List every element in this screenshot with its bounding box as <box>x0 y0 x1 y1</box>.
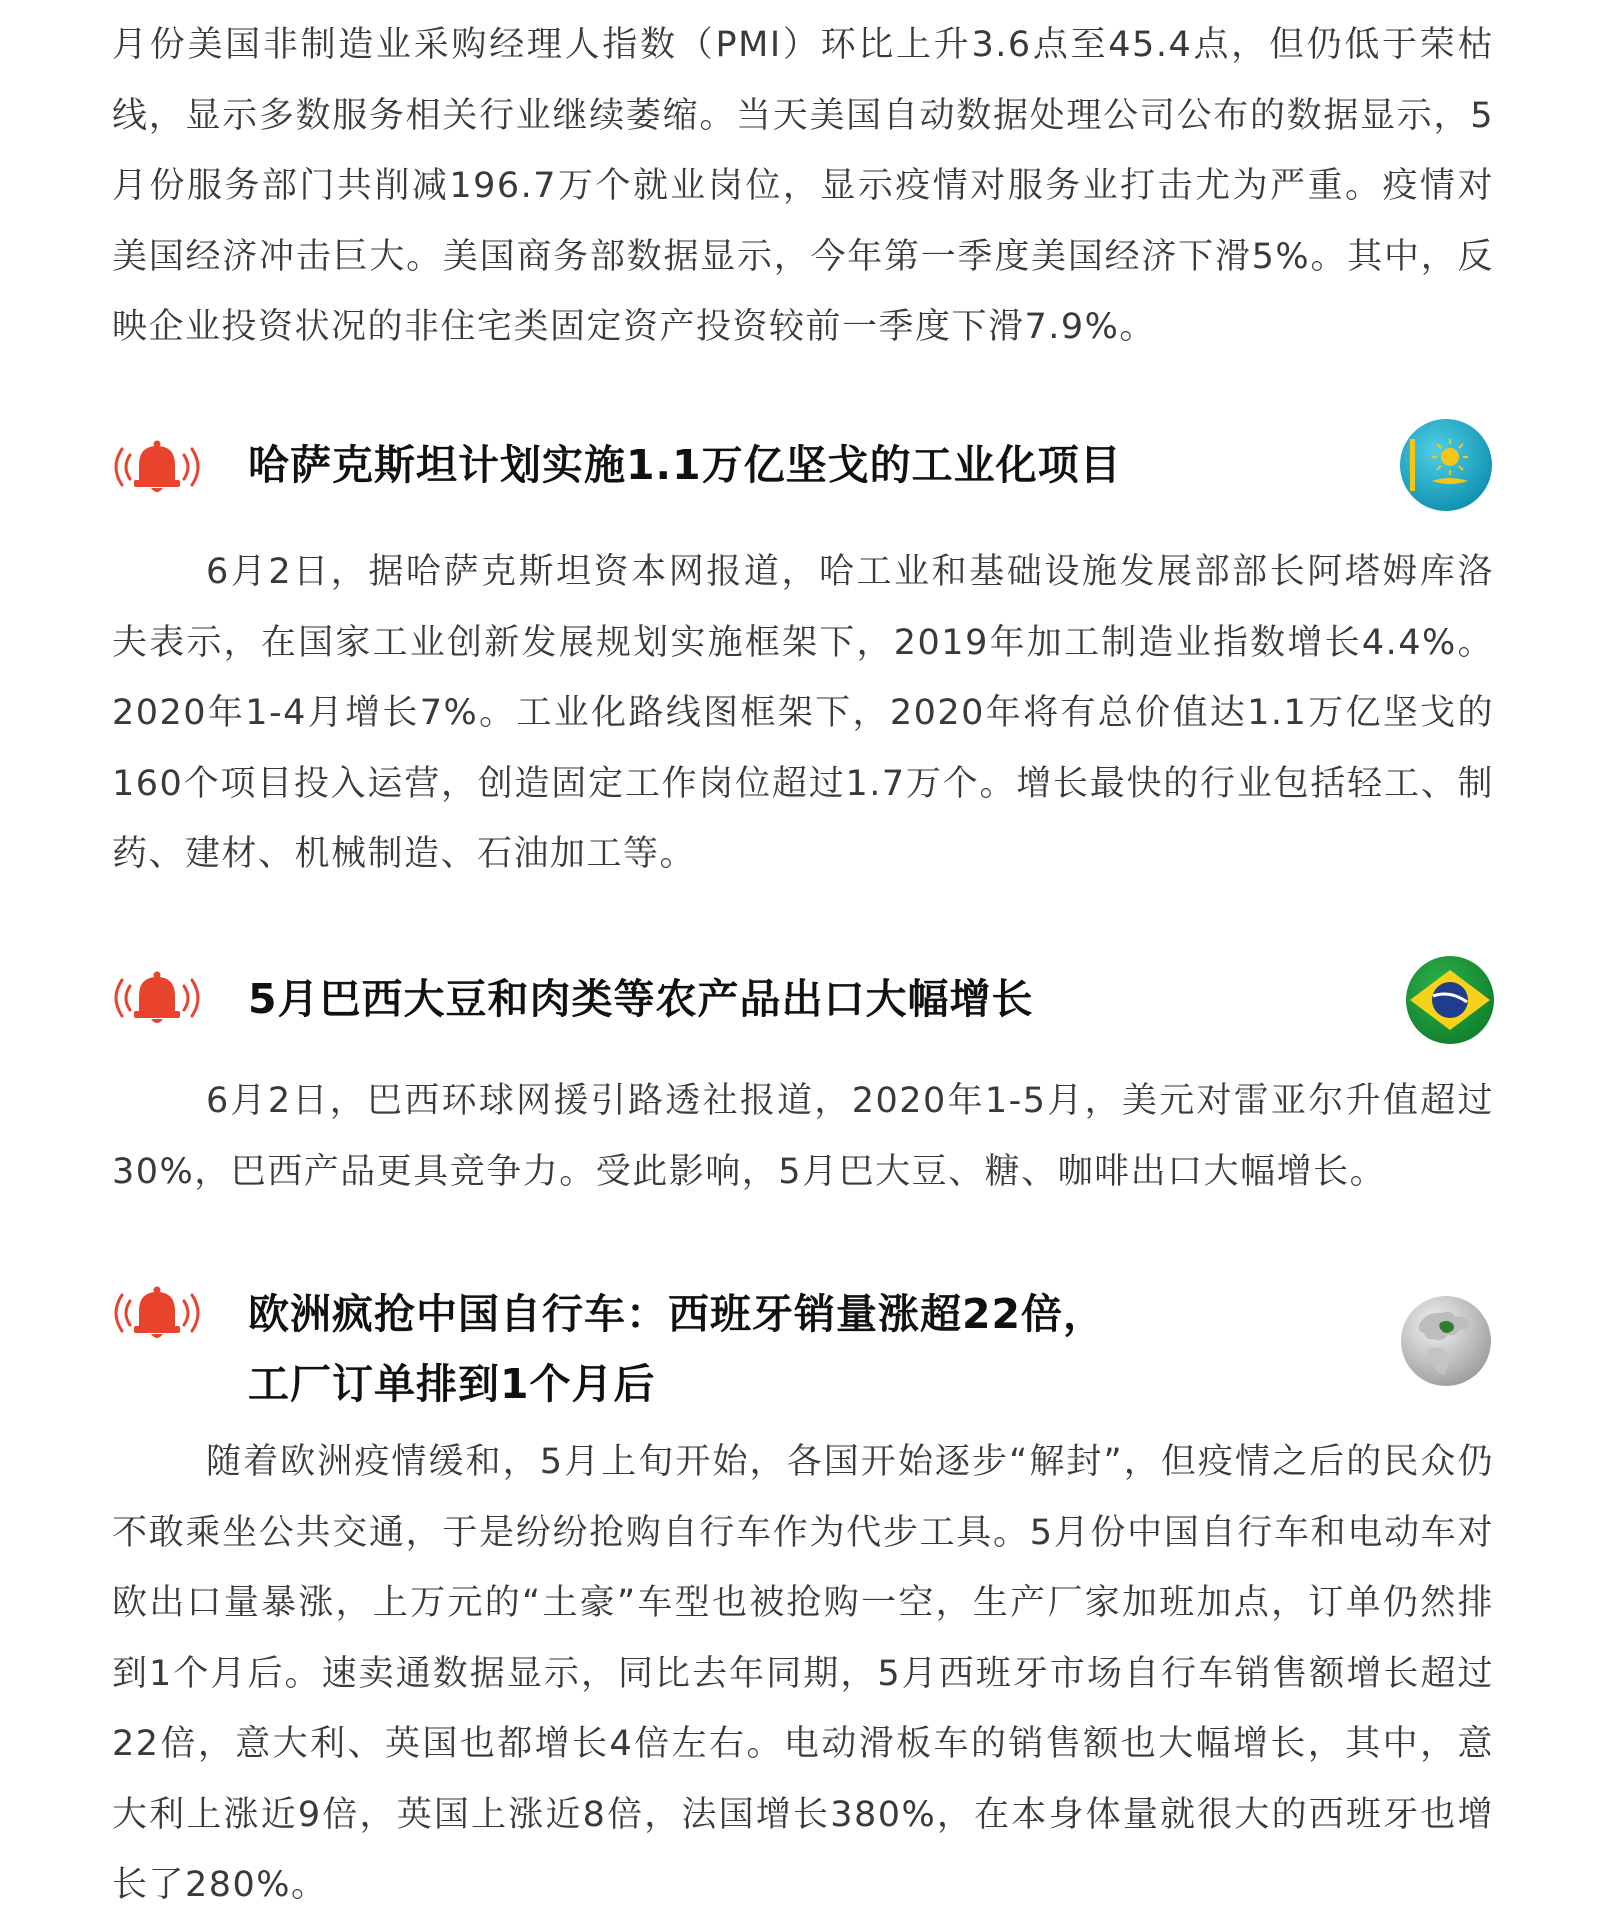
headline-europe-line-1: 欧洲疯抢中国自行车：西班牙销量涨超22倍， <box>248 1290 1106 1338</box>
kazakhstan-flag-icon <box>1398 417 1494 513</box>
body-brazil: 6月2日，巴西环球网援引路透社报道，2020年1-5月，美元对雷亚尔升值超过30%，巴西产品更具竞争力。受此影响，5月巴大豆、糖、咖啡出口大幅增长。 <box>112 1081 1494 1192</box>
intro-paragraph: 月份美国非制造业采购经理人指数（PMI）环比上升3.6点至45.4点，但仍低于荣枯线，显示多数服务相关行业继续萎缩。当天美国自动数据处理公司公布的数据显示，5月份服务部门共削减196.7万个就业岗位，显示疫情对服务业打击尤为严重。疫情对美国经济冲击巨大。美国商务部数据显示，今年第一季度美国经济下滑5%。其中，反映企业投资状况的非住宅类固定资产投资较前一季度下滑7.9%。 <box>112 25 1494 347</box>
brazil-flag-icon <box>1402 952 1498 1048</box>
headline-brazil: 5月巴西大豆和肉类等农产品出口大幅增长 <box>248 975 1034 1023</box>
europe-globe-icon <box>1398 1293 1494 1389</box>
alarm-bell-icon <box>108 968 206 1028</box>
headline-kazakhstan: 哈萨克斯坦计划实施1.1万亿坚戈的工业化项目 <box>248 441 1122 489</box>
body-kazakhstan: 6月2日，据哈萨克斯坦资本网报道，哈工业和基础设施发展部部长阿塔姆库洛夫表示，在国家工业创新发展规划实施框架下，2019年加工制造业指数增长4.4%。2020年1-4月增长7%。工业化路线图框架下，2020年将有总价值达1.1万亿坚戈的160个项目投入运营，创造固定工作岗位超过1.7万个。增长最快的行业包括轻工、制药、建材、机械制造、石油加工等。 <box>112 552 1494 874</box>
headline-europe-line-2: 工厂订单排到1个月后 <box>248 1360 656 1408</box>
body-europe: 随着欧洲疫情缓和，5月上旬开始，各国开始逐步“解封”，但疫情之后的民众仍不敢乘坐公共交通，于是纷纷抢购自行车作为代步工具。5月份中国自行车和电动车对欧出口量暴涨，上万元的“土豪”车型也被抢购一空，生产厂家加班加点，订单仍然排到1个月后。速卖通数据显示，同比去年同期，5月西班牙市场自行车销售额增长超过22倍，意大利、英国也都增长4倍左右。电动滑板车的销售额也大幅增长，其中，意大利上涨近9倍，英国上涨近8倍，法国增长380%，在本身体量就很大的西班牙也增长了280%。 <box>112 1442 1494 1905</box>
alarm-bell-icon <box>108 437 206 497</box>
alarm-bell-icon <box>108 1283 206 1343</box>
